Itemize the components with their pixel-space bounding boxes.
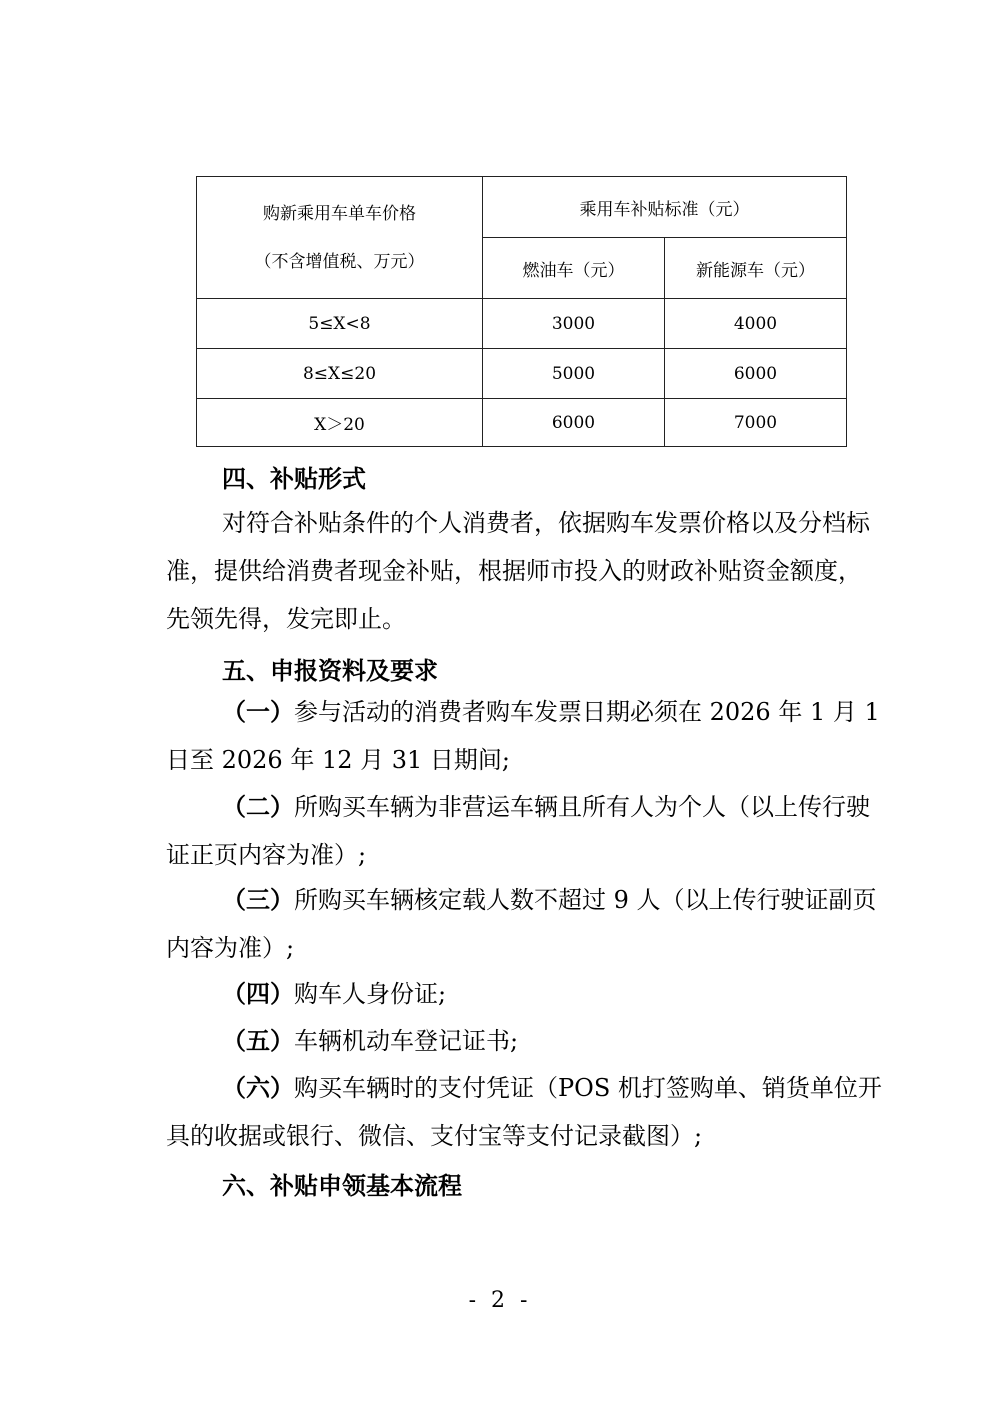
item-marker: （一） xyxy=(222,698,294,726)
item-marker: （四） xyxy=(222,980,294,1008)
subsidy-group-header: 乘用车补贴标准（元） xyxy=(483,177,847,238)
section-4-body: 对符合补贴条件的个人消费者，依据购车发票价格以及分档标准，提供给消费者现金补贴，根据师市投入的财政补贴资金额度，先领先得，发完即止。 xyxy=(166,509,870,633)
requirement-item-4 xyxy=(166,970,882,1018)
price-header-line1: 购新乘用车单车价格 xyxy=(263,203,416,224)
item-marker: （三） xyxy=(222,886,294,914)
item-marker: （二） xyxy=(222,793,294,821)
price-range-cell: X＞20 xyxy=(197,399,483,447)
item-marker: （五） xyxy=(222,1027,294,1055)
item-text: 所购买车辆核定载人数不超过 9 人（以上传行驶证副页内容为准）; xyxy=(166,886,877,962)
fuel-subsidy-cell: 5000 xyxy=(483,349,665,399)
nev-subsidy-cell: 6000 xyxy=(665,349,847,399)
item-text: 购买车辆时的支付凭证（POS 机打签购单、销货单位开具的收据或银行、微信、支付宝等支付记录截图）; xyxy=(166,1074,882,1150)
fuel-car-header: 燃油车（元） xyxy=(483,238,665,299)
table-row xyxy=(197,399,847,447)
subsidy-standard-table xyxy=(196,176,847,447)
table-row xyxy=(197,349,847,399)
item-text: 购车人身份证; xyxy=(294,980,447,1008)
item-marker: （六） xyxy=(222,1074,294,1102)
nev-subsidy-cell: 7000 xyxy=(665,399,847,447)
price-header-line2: （不含增值税、万元） xyxy=(254,251,425,272)
section-6-heading: 六、补贴申领基本流程 xyxy=(222,1172,462,1200)
requirement-item-1 xyxy=(166,688,882,784)
requirement-item-3 xyxy=(166,876,882,972)
nev-car-header: 新能源车（元） xyxy=(665,238,847,299)
price-column-header xyxy=(197,177,483,299)
page-number: - 2 - xyxy=(468,1288,532,1313)
section-4-heading: 四、补贴形式 xyxy=(222,465,366,493)
item-text: 车辆机动车登记证书; xyxy=(294,1027,519,1055)
item-text: 所购买车辆为非营运车辆且所有人为个人（以上传行驶证正页内容为准）; xyxy=(166,793,870,869)
requirement-item-5 xyxy=(166,1017,882,1065)
requirement-item-2 xyxy=(166,783,882,879)
item-text: 参与活动的消费者购车发票日期必须在 2026 年 1 月 1 日至 2026 年 12 月 31 日期间; xyxy=(166,698,880,774)
requirement-item-6 xyxy=(166,1064,882,1160)
nev-subsidy-cell: 4000 xyxy=(665,299,847,349)
fuel-subsidy-cell: 3000 xyxy=(483,299,665,349)
section-5-heading: 五、申报资料及要求 xyxy=(222,657,438,685)
price-range-cell: 8≤X≤20 xyxy=(197,349,483,399)
table-row xyxy=(197,299,847,349)
price-range-cell: 5≤X<8 xyxy=(197,299,483,349)
fuel-subsidy-cell: 6000 xyxy=(483,399,665,447)
